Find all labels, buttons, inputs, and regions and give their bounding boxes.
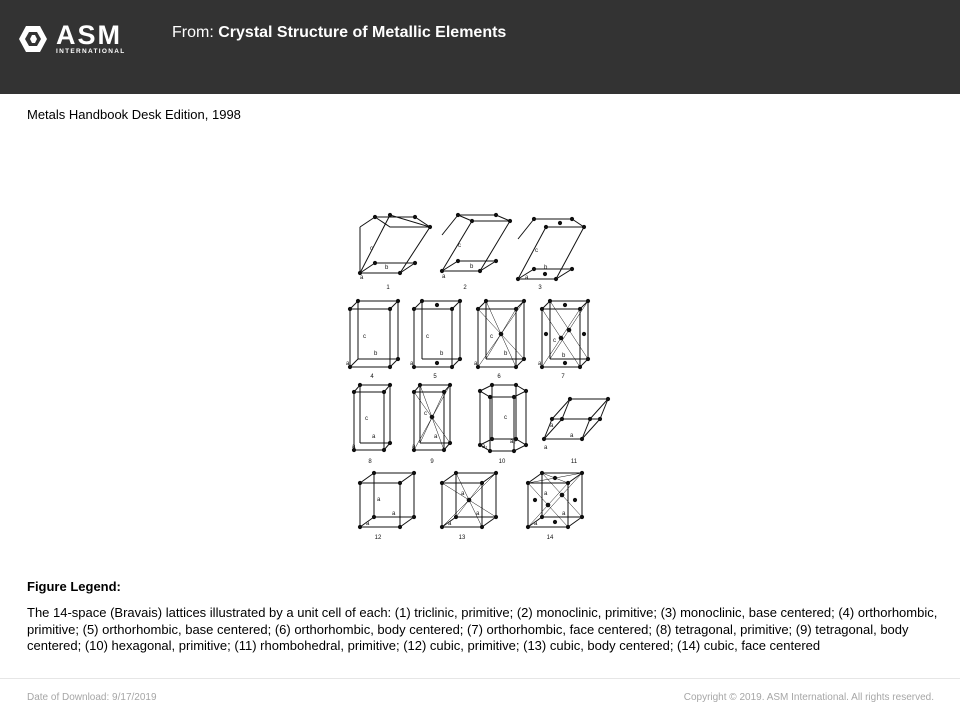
copyright-notice: Copyright © 2019. ASM International. All rights reserved. xyxy=(683,692,934,703)
lattice-number-9: 9 xyxy=(430,459,434,465)
svg-text:a: a xyxy=(525,275,529,281)
lattice-cell-3 xyxy=(516,217,585,281)
lattice-number-3: 3 xyxy=(538,285,542,291)
svg-text:a: a xyxy=(434,434,438,440)
figure-legend-heading: Figure Legend: xyxy=(27,579,121,594)
logo-wordmark: ASM xyxy=(56,20,122,50)
lattice-number-7: 7 xyxy=(561,374,565,380)
svg-text:a: a xyxy=(544,445,548,451)
svg-text:a: a xyxy=(360,275,364,281)
lattice-number-12: 12 xyxy=(374,535,382,541)
svg-text:b: b xyxy=(562,353,566,359)
lattice-cell-4 xyxy=(346,299,400,368)
lattice-cell-1 xyxy=(358,213,431,281)
svg-text:c: c xyxy=(370,246,373,252)
svg-text:a: a xyxy=(442,274,446,280)
svg-text:a: a xyxy=(412,444,416,450)
svg-text:a: a xyxy=(534,521,538,527)
lattice-number-11: 11 xyxy=(570,459,578,465)
svg-text:a: a xyxy=(461,491,465,497)
svg-text:c: c xyxy=(424,411,427,417)
svg-text:a: a xyxy=(562,511,566,517)
svg-text:c: c xyxy=(426,334,429,340)
asm-logo xyxy=(18,22,148,56)
lattice-cell-6 xyxy=(474,299,526,368)
svg-text:a₁: a₁ xyxy=(482,444,488,450)
lattice-cell-2 xyxy=(440,213,511,280)
figure-legend-text: The 14-space (Bravais) lattices illustrated by a unit cell of each: (1) triclinic, primitive; (2) monoclinic, primitive; (3) monoclinic, base centered; (4) orthorhombic, primitive; (5) orthorhombic, base centered; (6) orthorhombic, body centered; (7) orthorhombic, face centered; (8) tetragonal, primitive; (9) tetragonal, body centered; (10) hexagonal, primitive; (11) rhombohedral, primitive; (12) cubic, primitive; (13) cubic, body centered; (14) cubic, face centered xyxy=(27,605,938,653)
svg-text:b: b xyxy=(374,351,378,357)
from-line xyxy=(172,23,506,43)
svg-text:a: a xyxy=(476,511,480,517)
source-citation: Metals Handbook Desk Edition, 1998 xyxy=(27,107,241,122)
from-label: From: xyxy=(172,24,214,41)
lattice-cell-14 xyxy=(526,471,583,528)
svg-text:b: b xyxy=(544,265,548,271)
svg-text:c: c xyxy=(365,416,368,422)
lattice-cell-9 xyxy=(412,383,452,451)
lattice-number-4: 4 xyxy=(370,374,374,380)
svg-text:b: b xyxy=(504,351,508,357)
asm-logo-icon xyxy=(18,24,48,54)
lattice-cell-12 xyxy=(358,471,415,528)
svg-text:a: a xyxy=(392,511,396,517)
download-date: Date of Download: 9/17/2019 xyxy=(27,692,157,703)
svg-text:a: a xyxy=(448,521,452,527)
svg-text:c: c xyxy=(363,334,366,340)
svg-text:a: a xyxy=(346,361,350,367)
lattice-cell-11 xyxy=(542,397,609,451)
lattice-number-1: 1 xyxy=(386,285,390,291)
lattice-number-8: 8 xyxy=(368,459,372,465)
svg-text:a: a xyxy=(474,361,478,367)
lattice-number-13: 13 xyxy=(458,535,466,541)
lattice-cell-7 xyxy=(538,299,590,368)
logo-subtext: INTERNATIONAL xyxy=(56,48,126,55)
svg-text:b: b xyxy=(470,264,474,270)
svg-text:a: a xyxy=(352,444,356,450)
svg-text:a: a xyxy=(538,361,542,367)
svg-text:c: c xyxy=(535,248,538,254)
lattice-cell-5 xyxy=(410,299,462,368)
lattice-number-14: 14 xyxy=(546,535,554,541)
lattice-cell-8 xyxy=(352,383,392,451)
svg-text:a: a xyxy=(550,423,554,429)
svg-text:a: a xyxy=(372,434,376,440)
page-title: Crystal Structure of Metallic Elements xyxy=(218,24,507,41)
lattice-cell-10 xyxy=(478,383,527,452)
svg-text:a₂: a₂ xyxy=(510,439,516,445)
svg-text:b: b xyxy=(440,351,444,357)
svg-text:a: a xyxy=(410,361,414,367)
svg-text:a: a xyxy=(570,433,574,439)
svg-text:c: c xyxy=(553,338,556,344)
svg-text:c: c xyxy=(504,415,507,421)
svg-text:a: a xyxy=(377,497,381,503)
lattice-cell-13 xyxy=(440,471,497,528)
lattice-number-10: 10 xyxy=(498,459,506,465)
svg-text:b: b xyxy=(385,265,389,271)
bravais-lattice-figure xyxy=(330,205,630,550)
footer-divider xyxy=(0,678,960,679)
svg-text:a: a xyxy=(544,491,548,497)
lattice-number-6: 6 xyxy=(497,374,501,380)
svg-text:c: c xyxy=(490,334,493,340)
header-bar xyxy=(0,0,960,94)
lattice-number-5: 5 xyxy=(433,374,437,380)
svg-text:c: c xyxy=(458,243,461,249)
svg-text:a: a xyxy=(366,521,370,527)
lattice-number-2: 2 xyxy=(463,285,467,291)
